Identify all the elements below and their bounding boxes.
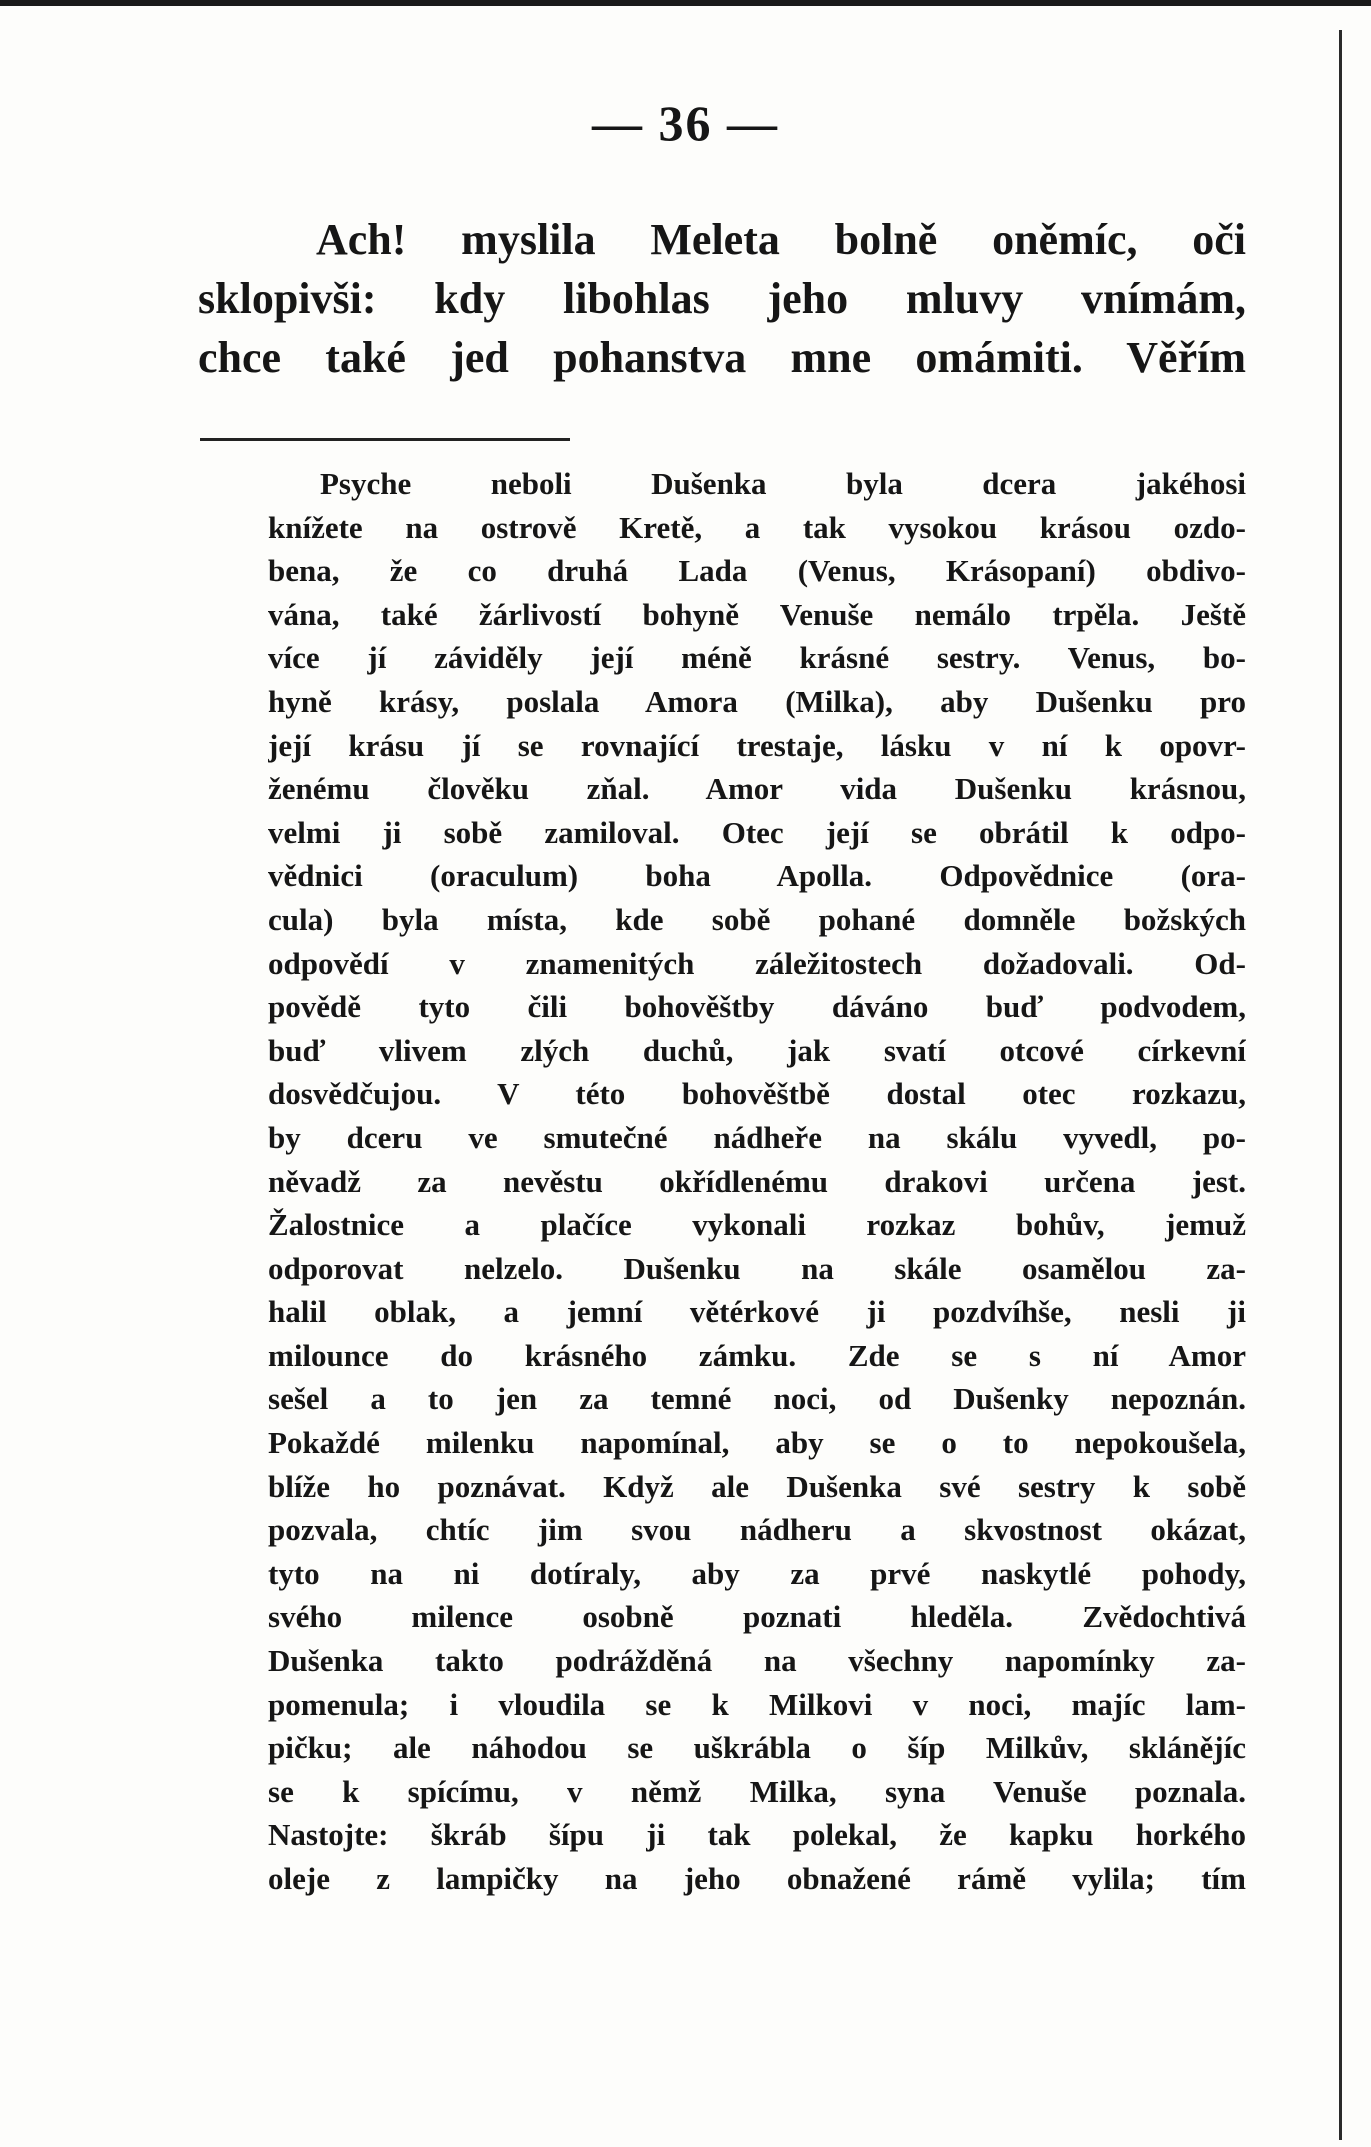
footnote-line: svého milence osobně poznati hleděla. Zvědochtivá	[268, 1599, 1246, 1635]
footnote	[268, 462, 1246, 1901]
footnote-line: odporovat nelzelo. Dušenku na skále osamělou za-	[268, 1250, 1246, 1286]
footnote-line: halil oblak, a jemní větérkové ji pozdvíhše, nesli ji	[268, 1294, 1246, 1330]
footnote-line: ženému člověku zňal. Amor vida Dušenku krásnou,	[268, 771, 1246, 807]
footnote-line: buď vlivem zlých duchů, jak svatí otcové církevní	[268, 1032, 1246, 1068]
footnote-line: velmi ji sobě zamiloval. Otec její se obrátil k odpo-	[268, 814, 1246, 850]
footnote-line: hyně krásy, poslala Amora (Milka), aby Dušenku pro	[268, 683, 1246, 719]
footnote-line: něvadž za nevěstu okřídlenému drakovi určena jest.	[268, 1163, 1246, 1199]
page-edge-rule	[1339, 30, 1342, 2140]
main-text	[198, 210, 1246, 387]
footnote-line: Pokaždé milenku napomínal, aby se o to nepokoušela,	[268, 1425, 1246, 1461]
footnote-line: pomenula; i vloudila se k Milkovi v noci, majíc lam-	[268, 1686, 1246, 1722]
footnote-line: oleje z lampičky na jeho obnažené rámě vylila; tím	[268, 1861, 1246, 1896]
footnote-line: blíže ho poznávat. Když ale Dušenka své sestry k sobě	[268, 1468, 1246, 1504]
footnote-line: Nastojte: škráb šípu ji tak polekal, že kapku horkého	[268, 1817, 1246, 1853]
footnote-line: pozvala, chtíc jim svou nádheru a skvostnost okázat,	[268, 1512, 1246, 1548]
footnote-line: bena, že co druhá Lada (Venus, Krásopaní) obdivo-	[268, 553, 1246, 589]
footnote-line: cula) byla místa, kde sobě pohané domněle božských	[268, 901, 1246, 937]
footnote-separator	[200, 438, 570, 441]
footnote-line: knížete na ostrově Kretě, a tak vysokou krásou ozdo-	[268, 509, 1246, 545]
footnote-line: povědě tyto čili bohověštby dáváno buď podvodem,	[268, 989, 1246, 1025]
page-number: — 36 —	[592, 95, 779, 151]
footnote-line: milounce do krásného zámku. Zde se s ní Amor	[268, 1337, 1246, 1373]
top-edge-shadow	[0, 0, 1371, 6]
footnote-line: její krásu jí se rovnající trestaje, lásku v ní k opovr-	[268, 727, 1246, 763]
footnote-line: více jí záviděly její méně krásné sestry. Venus, bo-	[268, 640, 1246, 676]
footnote-line: vědnici (oraculum) boha Apolla. Odpovědnice (ora-	[268, 858, 1246, 894]
footnote-line: Dušenka takto podrážděná na všechny napomínky za-	[268, 1643, 1246, 1679]
footnote-line: Žalostnice a plačíce vykonali rozkaz bohův, jemuž	[268, 1207, 1246, 1243]
footnote-line: by dceru ve smutečné nádheře na skálu vyvedl, po-	[268, 1119, 1246, 1155]
footnote-line: pičku; ale náhodou se uškrábla o šíp Milkův, sklánějíc	[268, 1730, 1246, 1766]
footnote-line: se k spícímu, v němž Milka, syna Venuše poznala.	[268, 1773, 1246, 1809]
main-text-line: sklopivši: kdy libohlas jeho mluvy vnímám,	[198, 274, 1246, 323]
main-text-line: Ach! myslila Meleta bolně oněmíc, oči	[316, 215, 1246, 264]
footnote-line: sešel a to jen za temné noci, od Dušenky nepoznán.	[268, 1381, 1246, 1417]
main-text-line: chce také jed pohanstva mne omámiti. Věřím	[198, 333, 1246, 382]
footnote-line: tyto na ni dotíraly, aby za prvé naskytlé pohody,	[268, 1555, 1246, 1591]
footnote-line: dosvědčujou. V této bohověštbě dostal otec rozkazu,	[268, 1076, 1246, 1112]
footnote-line: odpovědí v znamenitých záležitostech dožadovali. Od-	[268, 945, 1246, 981]
footnote-line: Psyche neboli Dušenka byla dcera jakéhosi	[320, 466, 1246, 501]
footnote-line: vána, také žárlivostí bohyně Venuše nemálo trpěla. Ještě	[268, 596, 1246, 632]
